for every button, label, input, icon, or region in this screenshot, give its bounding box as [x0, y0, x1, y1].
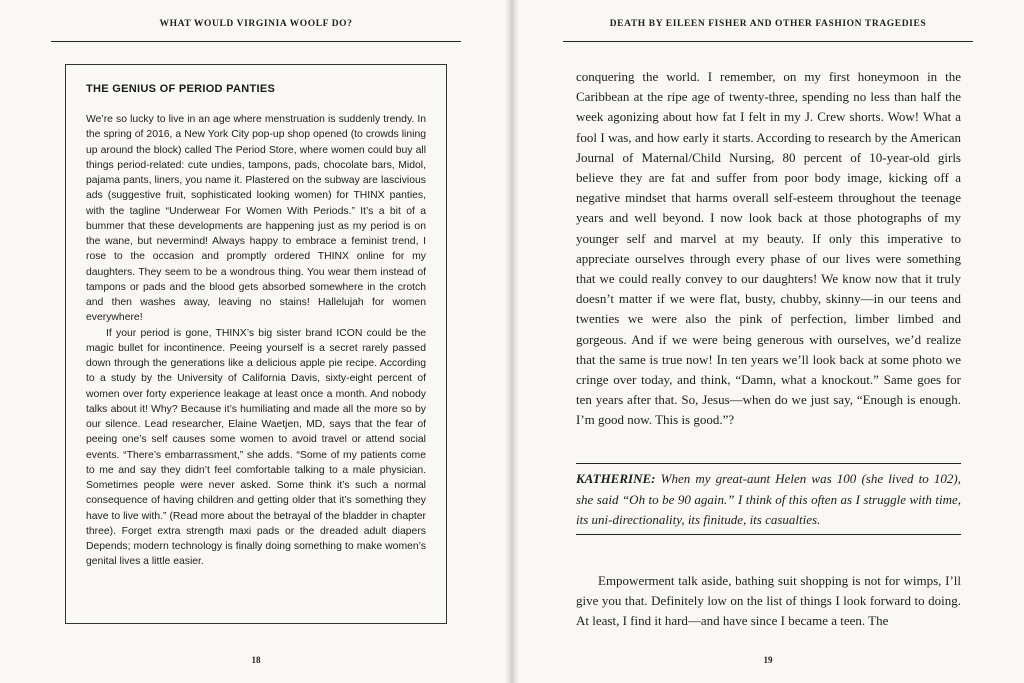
sidebar-box — [65, 64, 447, 624]
right-head-rule — [563, 41, 973, 42]
sidebar-title: THE GENIUS OF PERIOD PANTIES — [86, 83, 276, 95]
pull-quote — [576, 463, 961, 535]
pull-quote-text — [576, 469, 961, 531]
pull-quote-body: When my great-aunt Helen was 100 (she lived to 102), she said “Oh to be 90 again.” I think of this often as I struggle with time, its uni-directionality, its finitude, its casualties. — [576, 471, 962, 527]
right-running-head: DEATH BY EILEEN FISHER AND OTHER FASHION TRAGEDIES — [609, 19, 927, 29]
left-head-rule — [51, 41, 461, 42]
body-paragraph-1: conquering the world. I remember, on my first honeymoon in the Caribbean at the ripe age of twenty-three, spending no less than half the week agonizing about how fat I felt in my J. Crew shorts. Wow! What a fool I was, and how early it starts. According to research by the American Journal of Maternal/Child Nursing, 80 percent of 10-year-old girls believe they are fat and suffer from poor body image, kicking off a negative mindset that harms overall self-esteem throughout the teenage years and well beyond. I now look back at those photographs of my younger self and marvel at my beauty. If only this imperative to appreciate ourselves through every phase of our lives were something that we could really convey to our daughters! We know now that it truly doesn’t matter if we were flat, busty, chubby, skinny—in our teens and twenties we were also the pink of perfection, limber limbed and gorgeous. And if we were being generous with ourselves, we’d realize that the same is true now! In ten years we’ll look back at some photo we cringe over today, and think, “Damn, what a knockout.” Same goes for ten years after that. So, Jesus—when do we just say, “Enough is enough. I’m good now. This is good.”? — [576, 69, 961, 428]
book-gutter — [505, 0, 519, 683]
sidebar-paragraph-2: If your period is gone, THINX’s big sister brand ICON could be the magic bullet for incontinence. Peeing yourself is a secret rarely passed down through the generations like a delicious apple pie recipe. According to a study by the University of California Davis, sixty-eight percent of women over forty experience leakage at least once a month. And nobody talks about it! Why? Because it’s humiliating and made all the more so by our silence. Lead researcher, Elaine Waetjen, MD, says that the fear of peeing one’s self causes some women to avoid travel or attend social events. “There’s embarrassment,” she adds. “Some of my patients come to me and say they didn’t feel comfortable talking to a male physician. Sometimes people were never asked. Some think it’s such a normal consequence of having children and getting older that it’s something they have to live with.” (Read more about the betrayal of the bladder in chapter three). Forget extra strength maxi pads or the dreaded adult diapers Depends; modern technology is finally doing something to make women’s genital lives a little easier. — [86, 327, 426, 568]
left-running-head: WHAT WOULD VIRGINIA WOOLF DO? — [159, 19, 353, 29]
sidebar-paragraph-1: We’re so lucky to live in an age where menstruation is suddenly trendy. In the spring of 2016, a New York City pop-up shop opened (to crowds lining up around the block) called The Period Store, where women could buy all things period-related: cute undies, tampons, pads, chocolate bars, Midol, pajama pants, liners, you name it. Plastered on the subway are lascivious ads (suggestive fruit, sophisticated looking women) for THINX panties, with the tagline “Underwear For Women With Periods.” It’s a bit of a bummer that these developments are happening just as my period is on the wane, but nevermind! Always happy to embrace a feminist trend, I rose to the occasion and promptly ordered THINX online for my daughters. They seem to be a wondrous thing. You wear them instead of tampons or pads and the blood gets absorbed somewhere in the crotch and then washes away, leaving no stains! Hallelujah for women everywhere! — [86, 114, 426, 324]
left-page-number: 18 — [251, 655, 261, 665]
right-page-number: 19 — [763, 655, 773, 665]
body-paragraph-2: Empowerment talk aside, bathing suit shopping is not for wimps, I’ll give you that. Definitely low on the list of things I look forward to doing. At least, I find it hard—and have since I became a teen. The — [576, 573, 961, 629]
pull-quote-speaker: KATHERINE: — [576, 471, 656, 486]
